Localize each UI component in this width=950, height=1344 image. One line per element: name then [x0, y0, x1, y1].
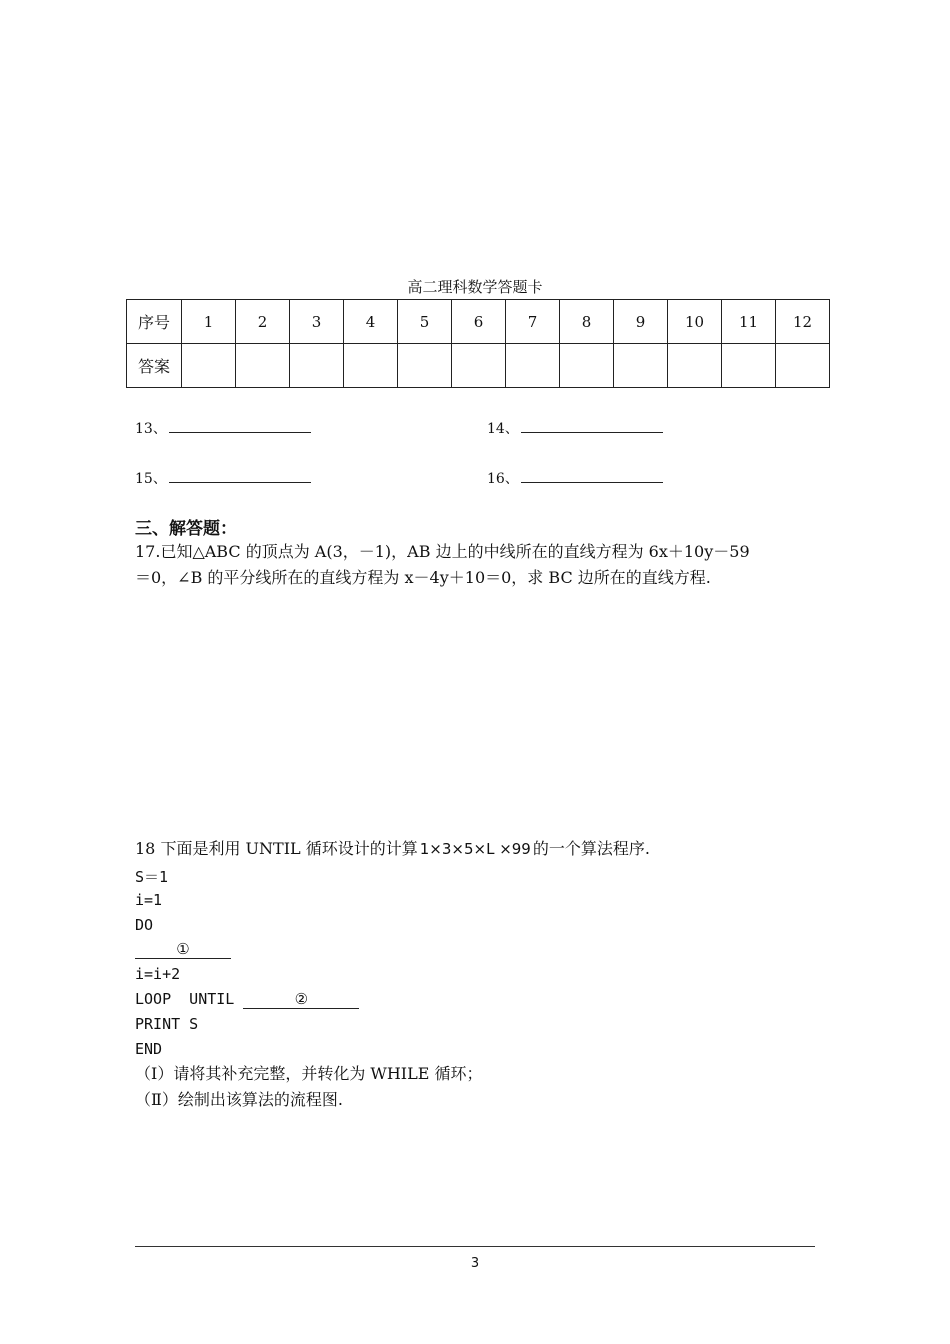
code-loop-until: [135, 990, 359, 1009]
number-header: 序号: [127, 300, 182, 344]
question-number: 2: [236, 300, 290, 344]
answer-cell[interactable]: [182, 344, 236, 388]
footer-divider: [135, 1246, 815, 1247]
question-number: 1: [182, 300, 236, 344]
problem17-line1: 17.已知△ABC 的顶点为 A(3，－1)，AB 边上的中线所在的直线方程为 6x＋10y－59: [135, 542, 750, 561]
problem18-intro-b: 的一个算法程序.: [532, 839, 650, 858]
answer-cell[interactable]: [344, 344, 398, 388]
answer-row: [127, 344, 830, 388]
answer-cell[interactable]: [290, 344, 344, 388]
problem18-part2: （Ⅱ）绘制出该算法的流程图.: [135, 1090, 343, 1109]
problem18-part1: （Ⅰ）请将其补充完整，并转化为 WHILE 循环；: [135, 1064, 483, 1083]
answer-cell[interactable]: [560, 344, 614, 388]
code-line-end: END: [135, 1040, 163, 1058]
question-number: 9: [614, 300, 668, 344]
fill-blank-label: 13、: [135, 421, 167, 437]
question-number: 4: [344, 300, 398, 344]
question-number: 3: [290, 300, 344, 344]
fill-blank-13: [135, 418, 311, 438]
code-line-i: i=1: [135, 891, 163, 909]
fill-blank-14: [487, 418, 663, 438]
answer-cell[interactable]: [668, 344, 722, 388]
fill-blank-line[interactable]: [521, 468, 663, 483]
code-line-print: PRINT S: [135, 1015, 199, 1033]
answer-cell[interactable]: [452, 344, 506, 388]
answer-cell[interactable]: [722, 344, 776, 388]
page-number: 3: [470, 1256, 480, 1271]
code-blank-1: [135, 940, 231, 959]
fill-blank-label: 16、: [487, 471, 519, 487]
answer-cell[interactable]: [776, 344, 830, 388]
question-number: 11: [722, 300, 776, 344]
fill-blank-line[interactable]: [521, 418, 663, 433]
problem18-intro-a: 18 下面是利用 UNTIL 循环设计的计算: [135, 839, 418, 858]
blank-1[interactable]: [135, 940, 231, 959]
answer-cell[interactable]: [398, 344, 452, 388]
fill-blank-15: [135, 468, 311, 488]
question-number: 10: [668, 300, 722, 344]
fill-blank-line[interactable]: [169, 418, 311, 433]
problem18-intro: [135, 836, 650, 862]
code-line-increment: i=i+2: [135, 965, 181, 983]
code-line-do: DO: [135, 916, 154, 934]
answer-cell[interactable]: [614, 344, 668, 388]
number-row: [127, 300, 830, 344]
fill-blank-line[interactable]: [169, 468, 311, 483]
question-number: 7: [506, 300, 560, 344]
fill-blank-16: [487, 468, 663, 488]
question-number: 12: [776, 300, 830, 344]
answer-cell[interactable]: [506, 344, 560, 388]
fill-blank-label: 15、: [135, 471, 167, 487]
question-number: 5: [398, 300, 452, 344]
loop-until-label: LOOP UNTIL: [135, 990, 244, 1008]
product-formula: 1×3×5×L ×99: [419, 840, 531, 858]
question-number: 6: [452, 300, 506, 344]
answer-header: 答案: [127, 344, 182, 388]
answer-card-title: 高二理科数学答题卡: [407, 278, 543, 296]
blank-2-label: ②: [294, 990, 309, 1008]
answer-table: [126, 299, 830, 388]
problem17-line2: ＝0，∠B 的平分线所在的直线方程为 x－4y＋10＝0，求 BC 边所在的直线方程.: [135, 568, 711, 587]
code-line-s: S＝1: [135, 868, 169, 886]
answer-cell[interactable]: [236, 344, 290, 388]
section-heading: 三、解答题：: [135, 519, 237, 539]
blank-2[interactable]: [243, 990, 359, 1009]
fill-blank-label: 14、: [487, 421, 519, 437]
blank-1-label: ①: [176, 940, 190, 958]
question-number: 8: [560, 300, 614, 344]
